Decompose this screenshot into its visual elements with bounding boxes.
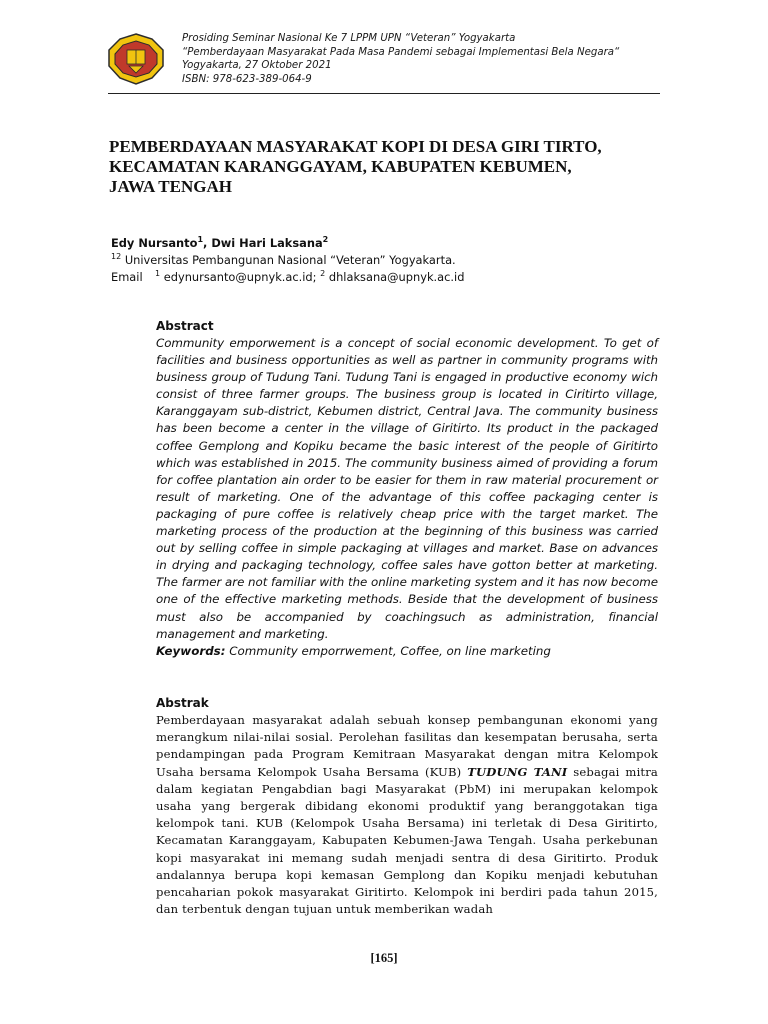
email-2-sup: 2: [320, 269, 326, 279]
affiliation: [111, 252, 671, 269]
abstrak-partner-name: TUDUNG TANI: [467, 764, 568, 779]
author-names: [111, 235, 671, 252]
email-1: edynursanto@upnyk.ac.id;: [163, 270, 317, 284]
abstract-heading: Abstract: [156, 319, 214, 333]
title-line-2: KECAMATAN KARANGGAYAM, KABUPATEN KEBUMEN,: [109, 157, 572, 176]
author-2-sup: 2: [322, 235, 329, 245]
email-1-sup: 1: [155, 269, 161, 279]
author-1: Edy Nursanto: [111, 236, 198, 250]
header-line-3: Yogyakarta, 27 Oktober 2021: [182, 60, 332, 72]
author-separator: ,: [203, 236, 212, 250]
header-line-2: “Pemberdayaan Masyarakat Pada Masa Pandemi sebagai Implementasi Bela Negara“: [182, 46, 620, 58]
emblem-icon: [107, 33, 165, 85]
affiliation-text: Universitas Pembangunan Nasional “Veteran” Yogyakarta.: [124, 253, 456, 267]
affiliation-sup: 12: [111, 252, 122, 262]
paper-title: [109, 137, 669, 197]
title-line-3: JAWA TENGAH: [109, 177, 232, 196]
author-block: [111, 235, 671, 286]
abstract-english: [156, 318, 658, 660]
abstrak-heading: Abstrak: [156, 696, 209, 710]
header-line-1: Prosiding Seminar Nasional Ke 7 LPPM UPN “Veteran” Yogyakarta: [182, 33, 516, 44]
keywords-text: Community emporrwement, Coffee, on line marketing: [229, 643, 551, 658]
header-divider: [108, 93, 660, 94]
page-number: [165]: [370, 951, 398, 965]
abstrak-text-part-2: sebagai mitra dalam kegiatan Pengabdian bagi Masyarakat (PbM) ini merupakan kelompok usaha yang bergerak dibidang ekonomi produktif yang beranggotakan tiga kelompok tani. KUB (Kelompok Usaha Bersama) ini terletak di Desa Giritirto, Kecamatan Karanggayam, Kabupaten Kebumen-Jawa Tengah. Usaha perkebunan kopi masyarakat ini memang sudah menjadi sentra di desa Giritirto. Produk andalannya berupa kopi kemasan Gemplong dan Kopiku menjadi kebutuhan pencaharian pokok masyarakat Giritirto. Kelompok ini berdiri pada tahun 2015, dan terbentuk dengan tujuan untuk memberikan wadah: [156, 764, 658, 917]
abstrak-text-part-1: Pemberdayaan masyarakat adalah sebuah konsep pembangunan ekonomi yang merangkum nilai-nilai sosial. Perolehan fasilitas dan kesempatan berusaha, serta pendampingan pada Program Kemitraan Masyarakat dengan mitra Kelompok Usaha bersama Kelompok Usaha Bersama (KUB): [156, 713, 658, 779]
abstrak-text: [156, 712, 658, 918]
email-2: dhlaksana@upnyk.ac.id: [328, 270, 465, 284]
author-2: Dwi Hari Laksana: [211, 236, 323, 250]
keywords-label: Keywords:: [156, 643, 226, 658]
title-line-1: PEMBERDAYAAN MASYARAKAT KOPI DI DESA GIRI TIRTO,: [109, 137, 602, 156]
author-1-sup: 1: [197, 235, 204, 245]
header-isbn: ISBN: 978-623-389-064-9: [182, 73, 312, 85]
abstract-indonesian: [156, 695, 658, 918]
institution-logo: [107, 33, 165, 85]
proceedings-header: [182, 32, 662, 86]
email-line: [111, 269, 671, 286]
keywords: [156, 643, 658, 660]
email-label: Email: [111, 270, 143, 284]
abstract-text: Community emporwement is a concept of social economic development. To get of facilities and business opportunities as well as partner in community programs with business group of Tudung Tani. Tudung Tani is engaged in productive economy wich consist of three farmer groups. The business group is located in Ciritirto village, Karanggayam sub-district, Kebumen district, Central Java. The community business has been become a center in the village of Giritirto. Its product in the packaged coffee Gemplong and Kopiku became the basic interest of the people of Giritirto which was established in 2015. The community business aimed of providing a forum for coffee plantation ain order to be easier for them in raw material procurement or result of marketing. One of the advantage of this coffee packaging center is packaging of pure coffee is relatively cheap price with the target market. The marketing process of the production at the beginning of this business was carried out by selling coffee in simple packaging at villages and market. Base on advances in drying and packaging technology, coffee sales have gotton better at marketing. The farmer are not familiar with the online marketing system and it has now become one of the effective marketing methods. Beside that the development of business must also be accompanied by coachingsuch as administration, financial management and marketing.: [156, 336, 658, 641]
